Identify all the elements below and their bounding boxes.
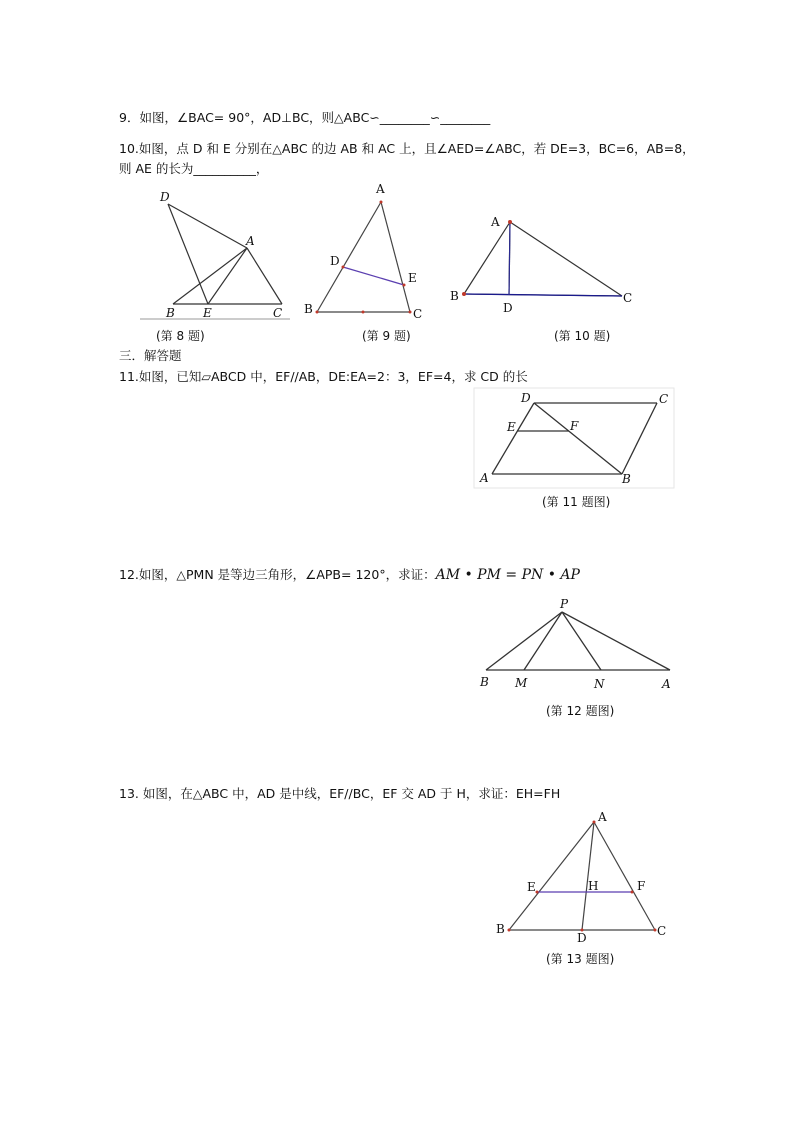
section-heading: 三．解答题 bbox=[119, 348, 182, 363]
fig12-label-b: B bbox=[480, 675, 489, 689]
caption-fig13: (第 13 题图) bbox=[546, 952, 615, 966]
fig12-label-m: M bbox=[515, 676, 528, 690]
fig10-label-c: C bbox=[623, 291, 633, 305]
question-9: 9．如图，∠BAC= 90°，AD⊥BC，则△ABC∽________∽________ bbox=[119, 110, 491, 125]
fig12-label-p: P bbox=[560, 597, 569, 611]
question-10-line1: 10.如图，点 D 和 E 分别在△ABC 的边 AB 和 AC 上，且∠AED=∠ABC，若 DE=3，BC=6，AB=8， bbox=[119, 141, 695, 156]
figure-10 bbox=[450, 210, 650, 350]
figure-8 bbox=[140, 185, 300, 345]
figure-11 bbox=[474, 388, 679, 518]
figure-13 bbox=[490, 808, 680, 973]
fig9-label-b: B bbox=[304, 302, 313, 316]
fig11-label-e: E bbox=[507, 420, 516, 434]
question-12-text: 12.如图，△PMN 是等边三角形，∠APB= 120°，求证： bbox=[119, 567, 436, 582]
question-13: 13. 如图，在△ABC 中，AD 是中线，EF//BC，EF 交 AD 于 H，求证：EH=FH bbox=[119, 786, 561, 801]
fig10-label-d: D bbox=[503, 301, 513, 315]
fig11-label-f: F bbox=[570, 419, 579, 433]
fig10-label-b: B bbox=[450, 289, 459, 303]
fig13-label-a: A bbox=[598, 810, 607, 824]
fig13-label-h: H bbox=[588, 879, 599, 893]
fig8-label-b: B bbox=[166, 306, 175, 320]
fig9-label-c: C bbox=[413, 307, 423, 321]
fig9-label-a: A bbox=[376, 182, 385, 196]
fig11-label-b: B bbox=[622, 472, 631, 486]
fig13-label-e: E bbox=[527, 880, 536, 894]
question-12-formula: AM • PM = PN • AP bbox=[435, 567, 580, 583]
fig13-label-b: B bbox=[496, 922, 505, 936]
figure-12 bbox=[474, 596, 684, 726]
caption-fig9: (第 9 题) bbox=[362, 329, 411, 343]
fig8-label-a: A bbox=[246, 234, 255, 248]
caption-fig12: (第 12 题图) bbox=[546, 704, 615, 718]
fig9-label-d: D bbox=[330, 254, 340, 268]
question-10-line2: 则 AE 的长为__________， bbox=[119, 161, 269, 176]
caption-fig11: (第 11 题图) bbox=[542, 495, 611, 509]
fig13-label-d: D bbox=[577, 931, 587, 945]
fig11-label-a: A bbox=[480, 471, 489, 485]
caption-fig8: (第 8 题) bbox=[156, 329, 205, 343]
fig11-label-d: D bbox=[521, 391, 531, 405]
fig9-label-e: E bbox=[408, 271, 417, 285]
fig13-label-f: F bbox=[637, 879, 646, 893]
fig8-label-e: E bbox=[203, 306, 212, 320]
question-12 bbox=[119, 567, 580, 583]
fig13-label-c: C bbox=[657, 924, 667, 938]
caption-fig10: (第 10 题) bbox=[554, 329, 611, 343]
fig8-label-d: D bbox=[160, 190, 170, 204]
fig12-label-n: N bbox=[594, 677, 605, 691]
fig11-label-c: C bbox=[659, 392, 669, 406]
question-11: 11.如图，已知▱ABCD 中，EF//AB，DE:EA=2：3，EF=4，求 CD 的长 bbox=[119, 369, 528, 384]
figure-9 bbox=[300, 180, 440, 350]
fig12-label-a: A bbox=[662, 677, 671, 691]
fig8-label-c: C bbox=[273, 306, 283, 320]
fig10-label-a: A bbox=[491, 215, 500, 229]
